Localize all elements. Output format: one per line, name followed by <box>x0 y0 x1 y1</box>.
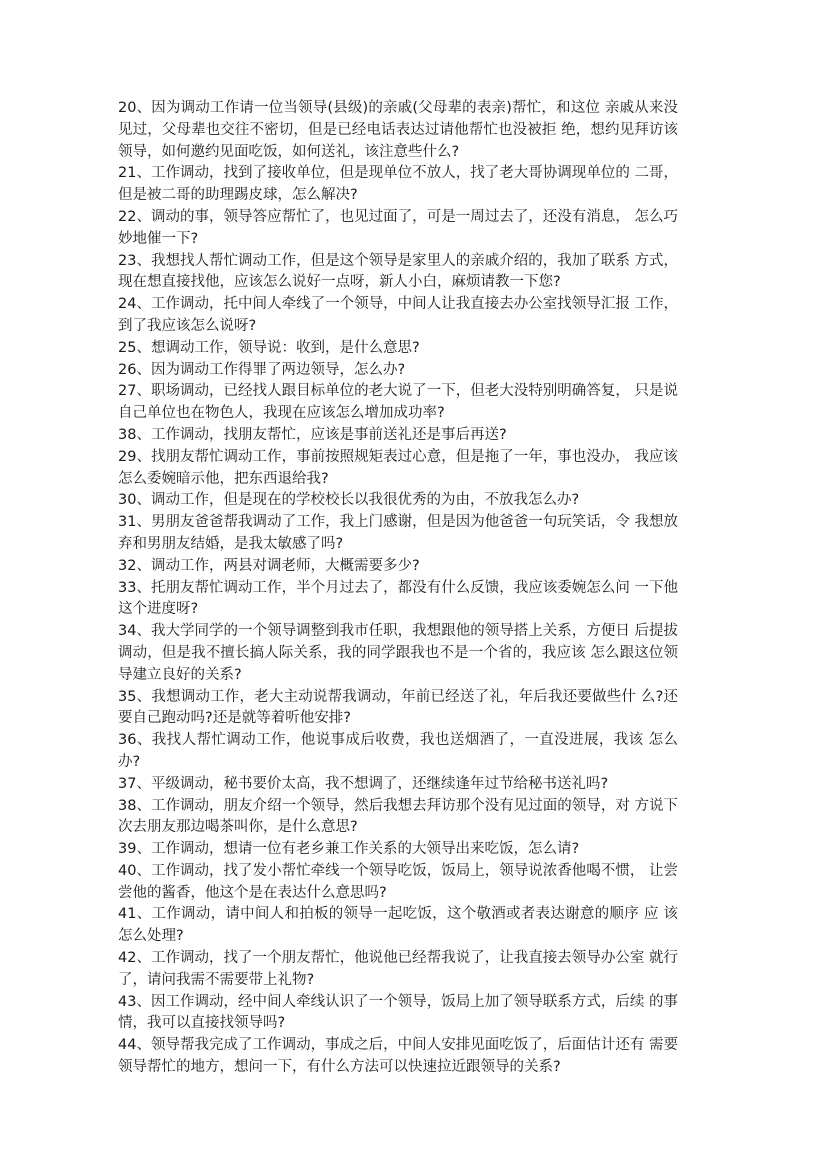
list-item: 40、工作调动，找了发小帮忙牵线一个领导吃饭，饭局上，领导说浓香他喝不惯， 让尝尝他的酱香，他这个是在表达什么意思吗? <box>118 862 678 901</box>
list-item: 34、我大学同学的一个领导调整到我市任职，我想跟他的领导搭上关系，方便日 后提拔调动，但是我不擅长搞人际关系，我的同学跟我也不是一个省的，我应该 怎么跟这位领导建立良好的关系? <box>118 623 678 683</box>
list-item: 22、调动的事，领导答应帮忙了，也见过面了，可是一周过去了，还没有消息， 怎么巧妙地催一下? <box>118 208 678 247</box>
list-item: 30、调动工作，但是现在的学校校长以我很优秀的为由，不放我怎么办? <box>118 492 580 509</box>
list-item: 24、工作调动，托中间人牵线了一个领导，中间人让我直接去办公室找领导汇报 工作，到了我应该怎么说呀? <box>118 296 678 334</box>
list-item: 25、想调动工作，领导说：收到，是什么意思? <box>118 339 420 356</box>
list-item: 44、领导帮我完成了工作调动，事成之后，中间人安排见面吃饭了，后面估计还有 需要领导帮忙的地方，想问一下，有什么方法可以快速拉近跟领导的关系? <box>118 1037 678 1076</box>
list-item: 35、我想调动工作，老大主动说帮我调动，年前已经送了礼，年后我还要做些什 么?还要自己跑动吗?还是就等着听他安排? <box>118 688 678 727</box>
list-item: 21、工作调动，找到了接收单位，但是现单位不放人，找了老大哥协调现单位的 二哥，但是被二哥的助理踢皮球，怎么解决? <box>118 165 678 204</box>
list-item: 42、工作调动，找了一个朋友帮忙，他说他已经帮我说了，让我直接去领导办公室 就行了，请问我需不需要带上礼物? <box>118 950 678 988</box>
list-item: 29、找朋友帮忙调动工作，事前按照规矩表过心意，但是拖了一年，事也没办， 我应该怎么委婉暗示他，把东西退给我? <box>118 448 678 487</box>
question-list <box>118 98 678 1079</box>
list-item: 32、调动工作，两县对调老师，大概需要多少? <box>118 557 420 574</box>
list-item: 37、平级调动，秘书要价太高，我不想调了，还继续逢年过节给秘书送礼吗? <box>118 775 609 792</box>
list-item: 38、工作调动，找朋友帮忙，应该是事前送礼还是事后再送? <box>118 426 507 443</box>
list-item: 31、男朋友爸爸帮我调动了工作，我上门感谢，但是因为他爸爸一句玩笑话，令 我想放弃和男朋友结婚，是我太敏感了吗? <box>118 514 678 552</box>
list-item: 43、因工作调动，经中间人牵线认识了一个领导，饭局上加了领导联系方式，后续 的事情，我可以直接找领导吗? <box>118 993 678 1032</box>
list-item: 33、托朋友帮忙调动工作，半个月过去了，都没有什么反馈，我应该委婉怎么问 一下他这个进度呀? <box>118 579 678 618</box>
list-item: 27、职场调动，已经找人跟目标单位的老大说了一下，但老大没特别明确答复， 只是说自己单位也在物色人，我现在应该怎么增加成功率? <box>118 383 678 422</box>
list-item: 39、工作调动，想请一位有老乡兼工作关系的大领导出来吃饭，怎么请? <box>118 841 580 858</box>
list-item: 41、工作调动，请中间人和拍板的领导一起吃饭，这个敬酒或者表达谢意的顺序 应 该怎么处理? <box>118 906 678 945</box>
list-item: 26、因为调动工作得罪了两边领导，怎么办? <box>118 361 406 378</box>
list-item: 23、我想找人帮忙调动工作，但是这个领导是家里人的亲戚介绍的，我加了联系 方式，现在想直接找他，应该怎么说好一点呀，新人小白，麻烦请教一下您? <box>118 252 678 291</box>
list-item: 38、工作调动，朋友介绍一个领导，然后我想去拜访那个没有见过面的领导，对 方说下次去朋友那边喝茶叫你，是什么意思? <box>118 797 678 836</box>
list-item: 36、我找人帮忙调动工作，他说事成后收费，我也送烟酒了，一直没进展，我该 怎么办? <box>118 732 678 770</box>
list-item: 20、因为调动工作请一位当领导(县级)的亲戚(父母辈的表亲)帮忙，和这位 亲戚从来没见过，父母辈也交往不密切，但是已经电话表达过请他帮忙也没被拒 绝，想约见拜访该领导，如何邀约见面吃饭，如何送礼，该注意些什么? <box>118 100 678 160</box>
